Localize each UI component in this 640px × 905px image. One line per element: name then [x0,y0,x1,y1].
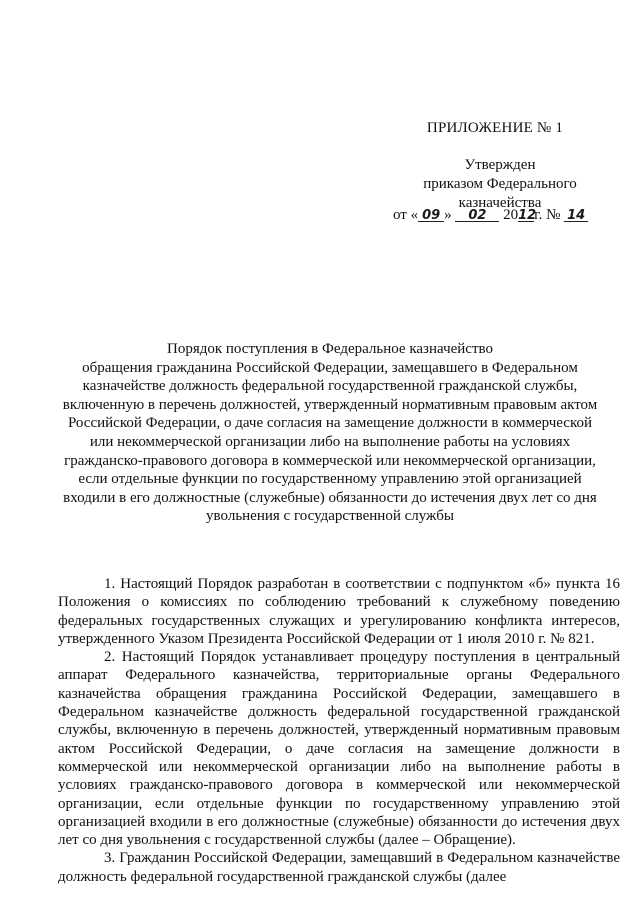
order-mid: » [444,207,456,223]
approved-label: Утвержден [464,157,536,173]
handwritten-day: 09 [418,208,444,223]
by-order-label: приказом Федерального [423,176,577,192]
handwritten-year: 12 [518,208,537,223]
paragraph-3: 3. Гражданин Российской Федерации, замещавший в Федеральном казначействе должность федеральной государственной гражданской службы (далее [58,850,620,885]
title-line: увольнения с государственной службы [206,508,454,525]
paragraph-1: 1. Настоящий Порядок разработан в соответствии с подпунктом «б» пункта 16 Положения о комиссиях по соблюдению требований к служебному поведению федеральных государственных служащих и урегулированию конфликта интересов, утвержденного Указом Президента Российской Федерации от 1 июля 2010 г. № 821. [58,576,620,647]
order-year-prefix: 20 [499,207,519,223]
order-date-line [393,207,623,224]
document-title [40,340,620,526]
approval-block [380,156,620,213]
title-line: казначействе должность федеральной государственной гражданской службы, [82,378,578,395]
title-line: обращения гражданина Российской Федерации, замещавшего в Федеральном [82,359,578,376]
document-body [58,575,620,886]
title-line: входили в его должностные (служебные) обязанности до истечения двух лет со дня [63,489,597,506]
title-line: если отдельные функции по государственному управлению этой организацией [78,471,582,488]
treasury-label: казначейства [458,195,542,211]
title-line: или некоммерческой организации либо на выполнение работы на условиях [89,433,571,450]
title-line: включенную в перечень должностей, утвержденный нормативным правовым актом [62,396,598,413]
order-prefix: от « [393,207,419,223]
appendix-label: ПРИЛОЖЕНИЕ № 1 [426,120,564,136]
order-year-suffix: г. № [534,207,565,223]
title-line: гражданско-правового договора в коммерческой или некоммерческой организации, [64,452,596,469]
title-line: Российской Федерации, о даче согласия на замещение должности в коммерческой [67,415,593,432]
handwritten-order-number: 14 [564,208,588,223]
paragraph-2: 2. Настоящий Порядок устанавливает процедуру поступления в центральный аппарат Федерального казначейства, территориальные органы Федерального казначейства обращения гражданина Российской Федерации, замещавшего в Федеральном казначействе должность федеральной государственной гражданской службы, включенную в перечень должностей, утвержденный нормативным правовым актом Российской Федерации, о даче согласия на замещение должности в коммерческой или некоммерческой организации либо на выполнение работы в условиях гражданско-правового договора в коммерческой или некоммерческой организации, если отдельные функции по государственному управлению этой организацией входили в его должностные (служебные) обязанности до истечения двух лет со дня увольнения с государственной службы (далее – Обращение). [58,649,620,849]
title-line: Порядок поступления в Федеральное казначейство [166,341,493,357]
handwritten-month: 02 [455,208,499,223]
